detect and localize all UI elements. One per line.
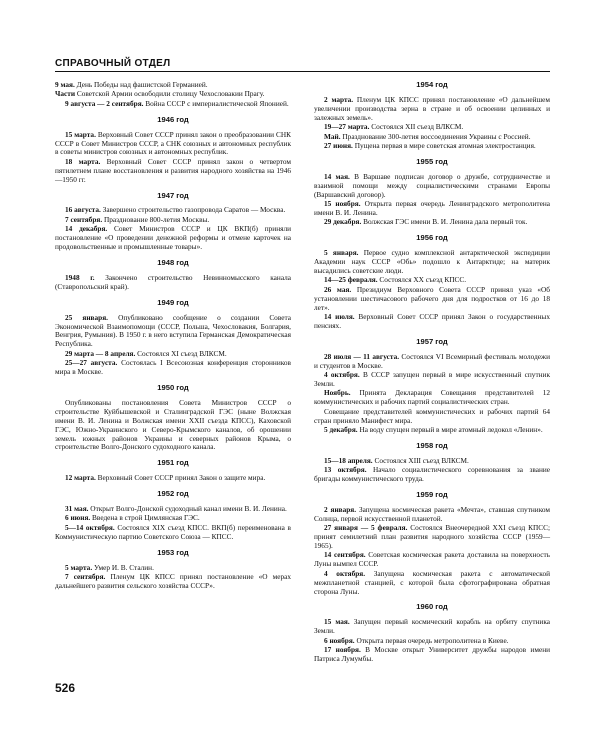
entry-text: В Москве открыт Университет дружбы народов имени Патриса Лумумбы. xyxy=(314,645,550,663)
chronology-entry xyxy=(314,389,550,407)
entry-date: 15 мая. xyxy=(324,617,350,627)
chronology-entry xyxy=(314,570,550,597)
entry-date: 14 декабря. xyxy=(65,224,108,234)
entry-date: Части xyxy=(55,89,76,99)
entry-date: 14 июля. xyxy=(324,311,355,321)
chronology-entry xyxy=(314,506,550,524)
entry-text: Введена в строй Цимлянская ГЭС. xyxy=(90,513,200,523)
entry-date: 17 ноября. xyxy=(324,645,361,655)
entry-date: 27 июня. xyxy=(324,140,353,150)
entry-text: Пленум ЦК КПСС принял постановление «О мерах дальнейшего развития сельского хозяйства СССР». xyxy=(55,571,291,590)
chronology-entry xyxy=(55,573,291,591)
entry-text: Начало социалистического соревнования за звание бригады коммунистического труда. xyxy=(314,465,550,484)
entry-text: Открыта первая очередь Ленинградского метрополитена имени В. И. Ленина. xyxy=(314,198,551,217)
entry-text: Президиум Верховного Совета СССР принял указ «Об установлении шестичасового рабочего дня для подростков от 16 до 18 лет». xyxy=(314,284,550,312)
entry-text: День Победы над фашистской Германией. xyxy=(74,80,208,89)
entry-date: 6 июня. xyxy=(65,513,91,523)
entry-date: 1948 г. xyxy=(65,272,95,282)
entry-text: Открыта первая очередь метрополитена в Киеве. xyxy=(354,635,509,645)
entry-date: Ноябрь. xyxy=(324,388,351,398)
entry-date: Май. xyxy=(324,131,341,141)
chronology-entry xyxy=(55,524,291,542)
left-column xyxy=(55,81,291,695)
year-heading: 1952 год xyxy=(157,489,189,499)
chronology-entry xyxy=(314,96,550,123)
entry-date: 15 марта. xyxy=(65,129,96,139)
entry-text: Состоялся XIII съезд ВЛКСМ. xyxy=(372,455,469,465)
text-columns xyxy=(55,81,550,695)
entry-text: Состоялся XI съезд ВЛКСМ. xyxy=(135,348,227,358)
entry-text: Принята Декларация Совещания представителей 12 коммунистических и рабочих партий социалистических стран. xyxy=(314,388,550,407)
entry-text: Состоялся VI Всемирный фестиваль молодежи и студентов в Москве. xyxy=(314,351,550,370)
entry-date: 29 декабря. xyxy=(324,217,362,227)
entry-date: 29 марта — 8 апреля. xyxy=(65,348,136,358)
chronology-entry xyxy=(314,218,550,227)
year-heading: 1954 год xyxy=(416,80,448,89)
chronology-entry xyxy=(314,426,550,435)
entry-text: Война СССР с империалистической Японией. xyxy=(143,98,289,108)
year-heading: 1957 год xyxy=(416,336,448,346)
entry-date: 4 октября. xyxy=(324,568,366,578)
entry-text: Опубликованы постановления Совета Министров СССР о строительстве Куйбышевской и Сталинградской ГЭС (ныне Волжская имени В. И. Ленина и Волжская имени XXII съезда КПСС), Каховской ГЭС, Южно-Украинского и Северо-Крымского каналов, об орошении земель южных районов Украины и северных районов Крыма, о строительстве Волго-Донского судоходного канала. xyxy=(55,397,291,452)
entry-text: Верховный Совет СССР принял закон о преобразовании СНК СССР в Совет Министров СССР, а СНК союзных и автономных республик в советы министров союзных и автономных республик. xyxy=(55,129,291,157)
chronology-entry xyxy=(314,371,550,389)
entry-text: Советская космическая ракета доставила на поверхность Луны вымпел СССР. xyxy=(314,550,551,569)
year-heading: 1948 год xyxy=(157,258,189,267)
entry-date: 13 октября. xyxy=(324,465,367,475)
entry-date: 28 июля — 11 августа. xyxy=(324,351,400,361)
entry-text: На воду спущен первый в мире атомный ледокол «Ленин». xyxy=(357,424,543,434)
entry-date: 2 января. xyxy=(324,504,357,514)
entry-date: 31 мая. xyxy=(65,504,89,514)
year-heading: 1956 год xyxy=(416,233,448,243)
chronology-entry xyxy=(314,173,550,200)
year-heading: 1947 год xyxy=(157,190,189,200)
entry-text: Открыт Волго-Донской судоходный канал имени В. И. Ленина. xyxy=(88,504,287,514)
entry-text: Пленум ЦК КПСС принял постановление «О дальнейшем увеличении производства зерна в стране и об освоении целинных и залежных земель». xyxy=(314,94,550,122)
chronology-entry xyxy=(314,524,550,551)
entry-text: Запущена космическая ракета «Мечта», ставшая спутником Солнца, первой искусственной планетой. xyxy=(314,504,550,523)
entry-date: 27 января — 5 февраля. xyxy=(324,523,408,533)
entry-date: 25—27 августа. xyxy=(65,358,118,368)
entry-date: 5 марта. xyxy=(65,562,93,572)
entry-date: 19—27 марта. xyxy=(324,122,370,132)
chronology-entry xyxy=(314,200,550,218)
year-heading: 1951 год xyxy=(157,458,189,468)
entry-text: Запущен первый космический корабль на орбиту спутника Земли. xyxy=(314,617,550,636)
chronology-entry xyxy=(55,100,291,109)
chronology-entry xyxy=(55,274,291,292)
year-heading: 1960 год xyxy=(416,602,448,612)
page-number: 526 xyxy=(55,681,76,695)
entry-date: 16 августа. xyxy=(65,205,101,215)
entry-date: 5—14 октября. xyxy=(65,522,115,532)
entry-text: Волжская ГЭС имени В. И. Ленина дала первый ток. xyxy=(361,217,528,227)
chronology-entry xyxy=(55,225,291,252)
entry-date: 9 мая. xyxy=(55,80,75,89)
entry-text: В СССР запущен первый в мире искусственный спутник Земли. xyxy=(314,369,551,388)
year-heading: 1949 год xyxy=(157,297,189,307)
chronology-entry xyxy=(314,353,550,371)
chronology-entry xyxy=(55,474,291,483)
entry-date: 25 января. xyxy=(65,312,108,322)
entry-text: Празднование 300-летия воссоединения Украины с Россией. xyxy=(340,131,531,141)
chronology-entry xyxy=(314,249,550,276)
section-title: СПРАВОЧНЫЙ ОТДЕЛ xyxy=(55,58,171,69)
entry-text: Состоялся XII съезд ВЛКСМ. xyxy=(369,122,464,132)
entry-text: Опубликовано сообщение о создании Совета Экономической Взаимопомощи (СССР, Польша, Чехословакия, Болгария, Венгрия, Румыния). В 1950 г. в него вступила Германская Демократическая Республика. xyxy=(55,312,291,349)
year-heading: 1950 год xyxy=(157,382,189,392)
entry-text: Верховный Совет СССР принял Закон о защите мира. xyxy=(95,473,266,483)
entry-date: 14—25 февраля. xyxy=(324,275,378,285)
entry-date: 14 сентября. xyxy=(324,550,366,560)
entry-text: Совещание представителей коммунистических и рабочих партий 64 стран приняло Манифест мира. xyxy=(314,406,550,425)
entry-text: Совет Министров СССР и ЦК ВКП(б) приняли постановление «О проведении денежной реформы и отмене карточек на продовольственные и промышленные товары». xyxy=(55,224,291,252)
entry-text: Пущена первая в мире советская атомная электростанция. xyxy=(352,140,536,150)
entry-date: 14 мая. xyxy=(324,171,350,181)
year-heading: 1946 год xyxy=(157,114,189,124)
year-heading: 1953 год xyxy=(157,547,189,557)
entry-date: 2 марта. xyxy=(324,94,354,104)
chronology-entry xyxy=(314,408,550,426)
entry-date: 18 марта. xyxy=(65,156,101,166)
chronology-entry xyxy=(314,466,550,484)
chronology-entry xyxy=(314,551,550,569)
right-column xyxy=(314,81,550,695)
running-header xyxy=(55,55,550,72)
entry-text: Советской Армии освободили столицу Чехословакии Прагу. xyxy=(75,89,265,99)
chronology-entry xyxy=(55,359,291,377)
entry-text: Верховный Совет СССР принял Закон о государственных пенсиях. xyxy=(314,311,550,330)
entry-date: 7 сентября. xyxy=(65,571,106,581)
entry-text: Состоялась I Всесоюзная конференция сторонников мира в Москве. xyxy=(55,358,292,377)
entry-date: 5 декабря. xyxy=(324,424,358,434)
entry-date: 4 октября. xyxy=(324,369,360,379)
chronology-entry xyxy=(314,142,550,151)
entry-text: Верховный Совет СССР принял закон о четвертом пятилетнем плане восстановления и развития народного хозяйства на 1946—1950 гг. xyxy=(55,156,291,184)
page xyxy=(55,55,550,695)
year-heading: 1958 год xyxy=(416,440,448,450)
chronology-entry xyxy=(314,313,550,331)
entry-text: Первое судно комплексной антарктической экспедиции Академии наук СССР «Обь» подошло к Антарктиде; на материк высадились советские люди. xyxy=(314,248,550,275)
entry-text: Умер И. В. Сталин. xyxy=(92,562,154,572)
entry-text: Запущена космическая ракета с автоматической межпланетной станцией, с которой была сфотографирована обратная сторона Луны. xyxy=(314,568,551,596)
entry-text: Закончено строительство Невинномысского канала (Ставропольский край). xyxy=(55,272,292,291)
entry-text: Состоялся Внеочередной XXI съезд КПСС; принят семилетний план развития народного хозяйства СССР (1959—1965). xyxy=(314,523,551,550)
chronology-entry xyxy=(55,399,291,452)
entry-date: 5 января. xyxy=(324,248,359,258)
entry-date: 9 августа — 2 сентября. xyxy=(65,98,144,108)
entry-date: 26 мая. xyxy=(324,284,352,294)
entry-text: В Варшаве подписан договор о дружбе, сотрудничестве и взаимной помощи между социалистическими странами Европы (Варшавский договор). xyxy=(314,171,550,199)
entry-text: Празднование 800-летия Москвы. xyxy=(102,214,210,224)
entry-date: 6 ноября. xyxy=(324,635,355,645)
chronology-entry xyxy=(55,131,291,158)
chronology-entry xyxy=(314,646,550,664)
chronology-entry xyxy=(55,314,291,350)
entry-date: 7 сентября. xyxy=(65,214,103,224)
entry-text: Завершено строительство газопровода Саратов — Москва. xyxy=(100,205,286,215)
year-heading: 1955 год xyxy=(416,156,448,166)
entry-date: 12 марта. xyxy=(65,473,96,483)
entry-text: Состоялся XIX съезд КПСС. ВКП(б) переименована в Коммунистическую партию Советского Союза — КПСС. xyxy=(55,522,291,541)
entry-text: Состоялся XX съезд КПСС. xyxy=(377,275,467,285)
chronology-entry xyxy=(314,286,550,313)
chronology-entry xyxy=(314,618,550,636)
chronology-entry xyxy=(55,158,291,185)
entry-date: 15—18 апреля. xyxy=(324,455,373,465)
entry-date: 15 ноября. xyxy=(324,198,361,208)
year-heading: 1959 год xyxy=(416,489,448,499)
